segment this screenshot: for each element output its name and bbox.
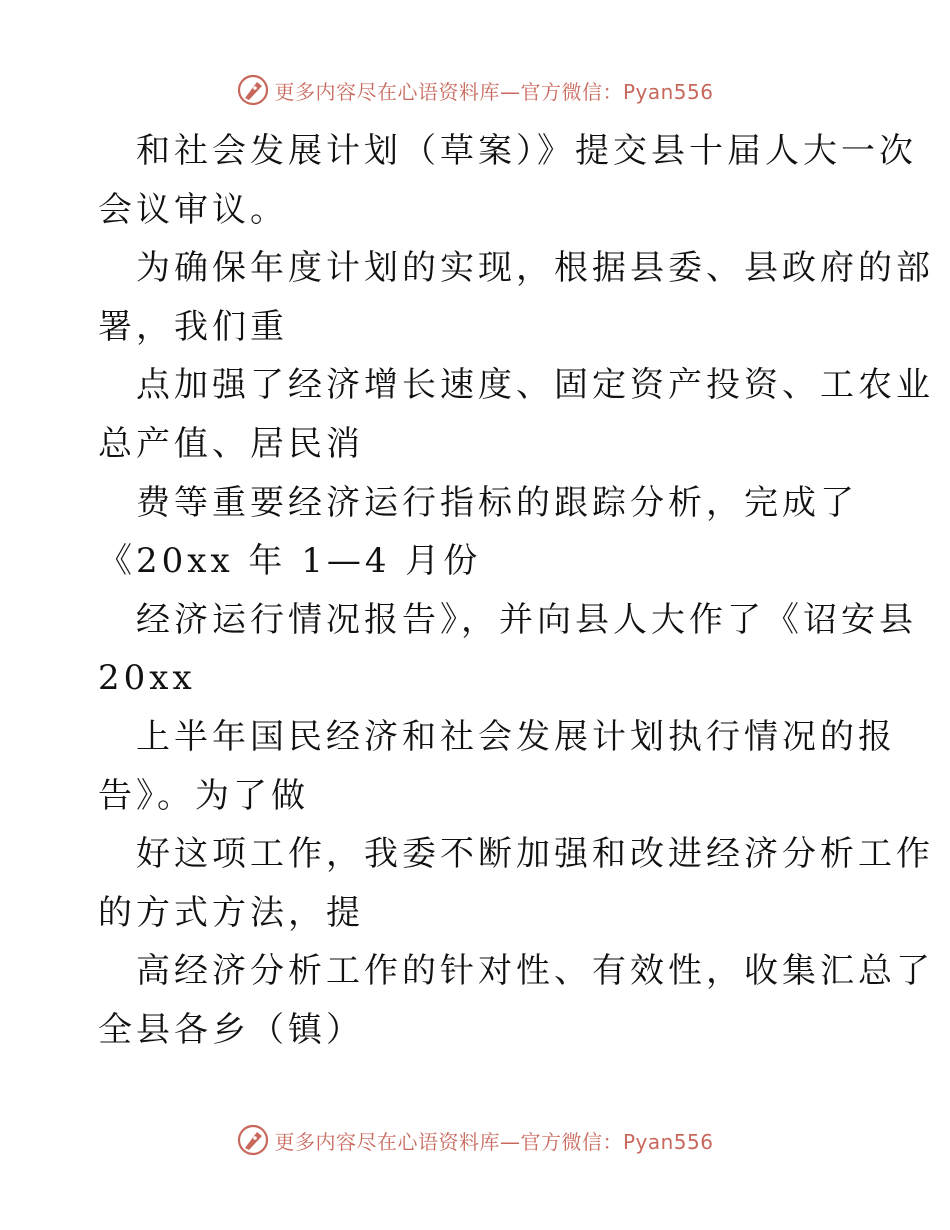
body-line: 会议审议。 (98, 189, 288, 230)
pen-nib-circle-icon (236, 73, 270, 107)
footer-watermark (0, 1122, 950, 1158)
pen-nib-circle-icon (236, 1123, 270, 1157)
body-line: 总产值、居民消 (98, 423, 364, 464)
header-watermark (0, 72, 950, 108)
watermark-text: 更多内容尽在心语资料库—官方微信：Pyan556 (274, 1129, 714, 1154)
body-line: 高经济分析工作的针对性、有效性，收集汇总了 (136, 951, 934, 992)
body-line: 费等重要经济运行指标的跟踪分析，完成了 (136, 482, 858, 523)
body-line: 告》。为了做 (98, 775, 309, 816)
body-line: 的方式方法，提 (98, 892, 364, 933)
body-line: 好这项工作，我委不断加强和改进经济分析工作 (136, 834, 934, 875)
body-line: 署，我们重 (98, 306, 288, 347)
body-line: 上半年国民经济和社会发展计划执行情况的报 (136, 716, 896, 757)
body-line: 全县各乡（镇） (98, 1009, 364, 1050)
watermark-text: 更多内容尽在心语资料库—官方微信：Pyan556 (274, 79, 714, 104)
document-body (98, 122, 934, 1060)
body-line: 经济运行情况报告》，并向县人大作了《诏安县 (136, 599, 917, 640)
body-line: 和社会发展计划（草案）》提交县十届人大一次 (136, 131, 917, 171)
body-line: 为确保年度计划的实现，根据县委、县政府的部 (136, 248, 934, 289)
body-line: 20xx (98, 658, 196, 699)
body-line: 点加强了经济增长速度、固定资产投资、工农业 (136, 365, 934, 406)
body-line: 《20xx 年 1—4 月份 (98, 541, 482, 582)
